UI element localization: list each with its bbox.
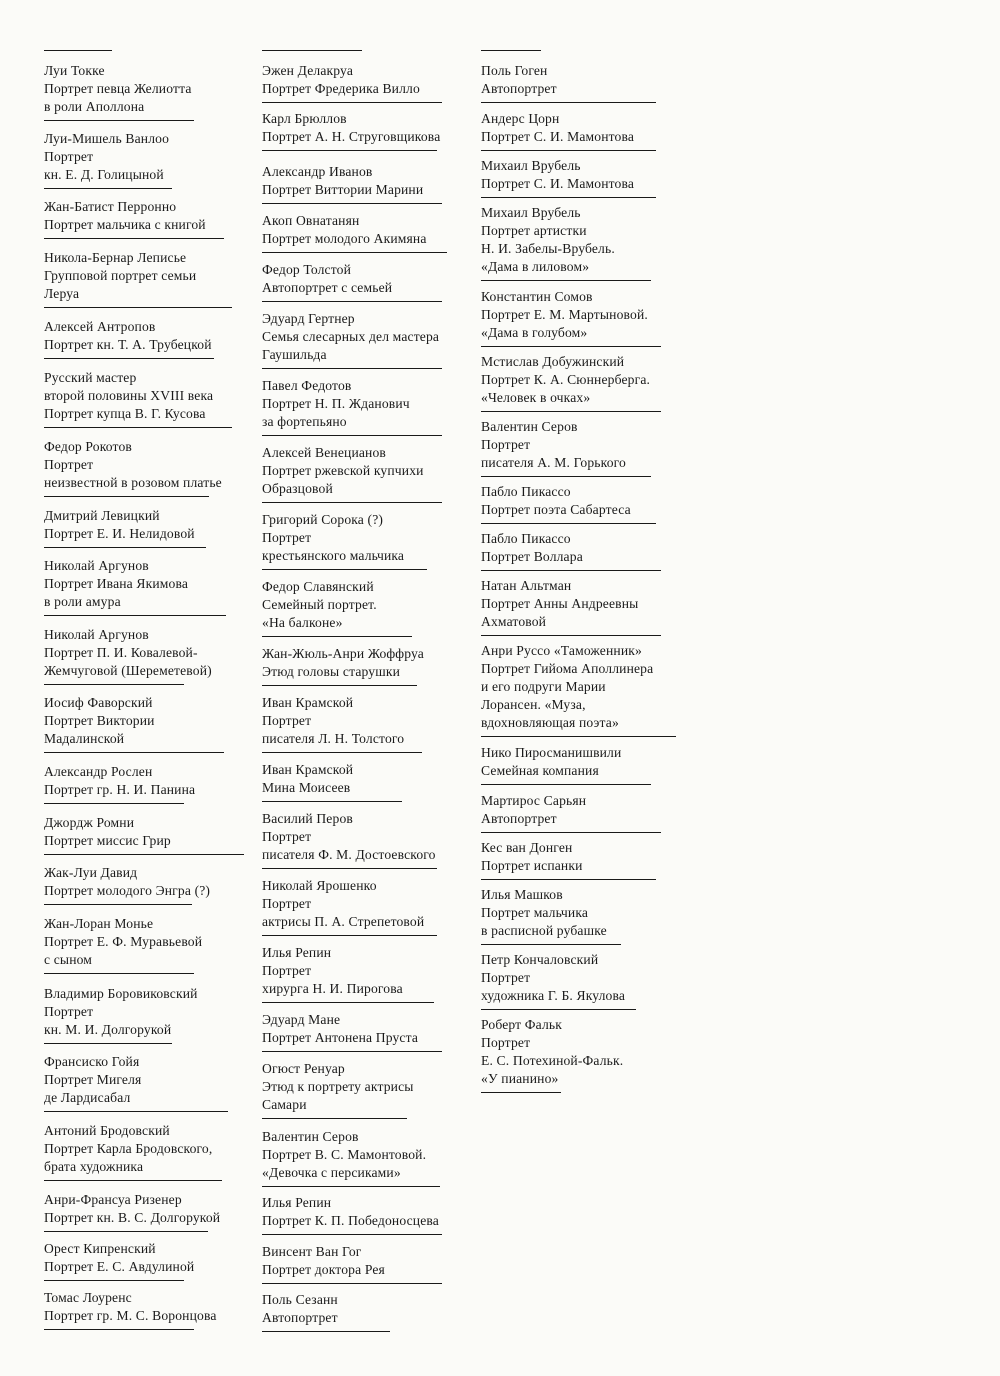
catalog-entry [44,438,222,492]
artist-name: Николай Аргунов [44,627,149,642]
catalog-entry [481,353,650,407]
artist-name: Эжен Делакруа [262,63,354,78]
artwork-title-line: Гаушильда [262,347,327,362]
artwork-title-line: вдохновляющая поэта» [481,715,619,730]
artist-name: Илья Машков [481,887,563,902]
artwork-title-line: за фортепьяно [262,414,347,429]
artwork-title-line: Н. И. Забелы-Врубель. [481,241,615,256]
artwork-title-line: Портрет Е. Ф. Муравьевой [44,934,203,949]
catalog-entry [262,694,404,748]
artwork-title-line: Автопортрет [262,1310,338,1325]
artist-name: Кес ван Донген [481,840,573,855]
catalog-entry [262,62,420,98]
artwork-title-line: Портрет Анны Андреевны [481,596,639,611]
artwork-title-line: Портрет Е. М. Мартыновой. [481,307,648,322]
separator-rule [481,635,661,636]
artist-name: Натан Альтман [481,578,572,593]
catalog-entry [481,642,653,732]
artwork-title-line: Портрет миссис Грир [44,833,171,848]
catalog-entry [481,110,634,146]
artist-name: Валентин Серов [481,419,578,434]
artist-name: Александр Рослен [44,764,153,779]
artwork-title-line: Портрет Мигеля [44,1072,142,1087]
catalog-entry [44,1240,194,1276]
separator-rule [262,1234,442,1235]
artist-name: Орест Кипренский [44,1241,156,1256]
artwork-title-line: Портрет [262,963,312,978]
artwork-title-line: Портрет [44,149,94,164]
catalog-entry [44,1289,217,1325]
separator-rule [44,1280,184,1281]
separator-rule [262,203,442,204]
artwork-title-line: Автопортрет с семьей [262,280,393,295]
artist-name: Иван Крамской [262,762,354,777]
artwork-title-line: Портрет певца Желиотта [44,81,192,96]
artist-name: Поль Гоген [481,63,548,78]
artwork-title-line: Портрет Карла Бродовского, [44,1141,213,1156]
separator-rule [262,1002,434,1003]
artwork-title-line: в роли амура [44,594,121,609]
artwork-title-line: Портрет П. И. Ковалевой- [44,645,198,660]
artwork-title-line: Портрет мальчика [481,905,589,920]
catalog-entry [44,864,210,900]
artist-name: Жак-Луи Давид [44,865,138,880]
catalog-entry [44,1122,212,1176]
artwork-title-line: Портрет кн. Т. А. Трубецкой [44,337,212,352]
artwork-title-line: Портрет [481,1035,531,1050]
catalog-entry [481,839,583,875]
artist-name: Владимир Боровиковский [44,986,198,1001]
artist-name: Пабло Пикассо [481,484,571,499]
artwork-title-line: писателя А. М. Горького [481,455,626,470]
separator-rule [44,615,226,616]
catalog-entry [481,577,638,631]
artwork-title-line: Е. С. Потехиной-Фальк. [481,1053,624,1068]
artwork-title-line: Леруа [44,286,80,301]
catalog-entry [44,915,202,969]
separator-rule [44,307,232,308]
artwork-title-line: Портрет поэта Сабартеса [481,502,631,517]
artist-name: Дмитрий Левицкий [44,508,160,523]
artist-name: Алексей Антропов [44,319,156,334]
artwork-title-line: Самари [262,1097,307,1112]
separator-rule [262,636,412,637]
catalog-entry [481,483,631,519]
artist-name: Роберт Фальк [481,1017,563,1032]
artist-name: Джордж Ромни [44,815,135,830]
artist-name: Луи Токке [44,63,105,78]
separator-rule [44,1231,208,1232]
artwork-title-line: Портрет доктора Рея [262,1262,385,1277]
artwork-title-line: Портрет испанки [481,858,583,873]
catalog-entry [262,944,403,998]
separator-rule [262,1283,442,1284]
artist-name: Алексей Венецианов [262,445,386,460]
separator-rule [44,973,194,974]
artist-name: Винсент Ван Гог [262,1244,362,1259]
artist-name: Илья Репин [262,945,332,960]
artwork-title-line: крестьянского мальчика [262,548,405,563]
artist-name: Франсиско Гойя [44,1054,140,1069]
catalog-entry [44,318,212,354]
artist-name: Луи-Мишель Ванлоо [44,131,170,146]
catalog-entry [481,792,586,828]
separator-rule [44,188,172,189]
catalog-entry [262,511,404,565]
separator-rule [262,150,437,151]
separator-rule [262,301,442,302]
separator-rule [481,944,621,945]
separator-rule [44,1329,194,1330]
artwork-title-line: Портрет [481,437,531,452]
catalog-entry [262,444,424,498]
artwork-title-line: в роли Аполлона [44,99,145,114]
artist-name: Жан-Батист Перронно [44,199,177,214]
artist-name: Николай Ярошенко [262,878,377,893]
artwork-title-line: Портрет Антонена Пруста [262,1030,419,1045]
artist-name: Иван Крамской [262,695,354,710]
catalog-entry [262,1011,418,1047]
artist-name: Анри-Франсуа Ризенер [44,1192,182,1207]
catalog-entry [262,110,440,146]
catalog-entry [262,578,377,632]
separator-rule [44,547,206,548]
artwork-title-line: Лорансен. «Муза, [481,697,586,712]
artwork-title-line: в расписной рубашке [481,923,607,938]
artist-name: Андерс Цорн [481,111,560,126]
catalog-entry [481,204,615,276]
catalog-entry [262,810,436,864]
separator-rule [44,803,184,804]
artwork-title-line: Портрет К. П. Победоносцева [262,1213,439,1228]
catalog-entry [262,163,423,199]
catalog-entry [262,1060,414,1114]
catalog-entry [481,62,557,98]
artwork-title-line: Портрет Е. И. Нелидовой [44,526,195,541]
artwork-title-line: Портрет [44,457,94,472]
catalog-entry [44,814,171,850]
separator-rule [262,868,437,869]
separator-rule [481,523,656,524]
catalog-entry [262,877,424,931]
artwork-title-line: Портрет С. И. Мамонтова [481,176,635,191]
artwork-title-line: «Человек в очках» [481,390,591,405]
catalog-entry [44,626,212,680]
catalog-entry [44,985,198,1039]
artwork-title-line: де Лардисабал [44,1090,131,1105]
artwork-title-line: Портрет [262,896,312,911]
artwork-title-line: Портрет Виктории [44,713,155,728]
artwork-title-line: Автопортрет [481,81,557,96]
artwork-title-line: «Дама в лиловом» [481,259,590,274]
catalog-entry [262,310,439,364]
separator-rule [481,50,541,51]
separator-rule [262,1186,440,1187]
catalog-entry [44,1053,141,1107]
catalog-entry [481,418,626,472]
artwork-title-line: Мадалинской [44,731,125,746]
catalog-entry [44,62,192,116]
catalog-entry [44,249,196,303]
catalog-entry [262,761,353,797]
artwork-title-line: Этюд головы старушки [262,664,401,679]
artwork-title-line: Портрет Виттории Марини [262,182,424,197]
separator-rule [262,252,447,253]
separator-rule [262,752,422,753]
catalog-entry [262,1128,426,1182]
separator-rule [44,427,232,428]
separator-rule [44,1043,172,1044]
catalog-entry [262,212,427,248]
separator-rule [481,476,651,477]
separator-rule [481,1092,561,1093]
artwork-title-line: Портрет В. С. Мамонтовой. [262,1147,427,1162]
separator-rule [481,280,651,281]
separator-rule [481,197,656,198]
artwork-title-line: «Девочка с персиками» [262,1165,401,1180]
artwork-title-line: кн. Е. Д. Голицыной [44,167,164,182]
separator-rule [481,1009,636,1010]
separator-rule [262,1331,390,1332]
artwork-title-line: Портрет молодого Акимяна [262,231,427,246]
catalog-entry [262,261,392,297]
artwork-title-line: «Дама в голубом» [481,325,588,340]
artist-name: Антоний Бродовский [44,1123,170,1138]
artwork-title-line: Портрет гр. Н. И. Панина [44,782,196,797]
separator-rule [262,1118,407,1119]
catalog-entry [44,507,195,543]
artwork-title-line: «На балконе» [262,615,343,630]
separator-rule [44,1180,222,1181]
separator-rule [44,752,224,753]
artist-name: Федор Рокотов [44,439,132,454]
separator-rule [44,358,214,359]
catalog-entry [481,1016,623,1088]
catalog-entry [481,157,634,193]
separator-rule [262,50,362,51]
artwork-title-line: Портрет [481,970,531,985]
artist-name: Федор Славянский [262,579,374,594]
catalog-entry [262,1291,338,1327]
artist-name: Эдуард Гертнер [262,311,355,326]
artwork-title-line: Портрет кн. В. С. Долгорукой [44,1210,221,1225]
catalog-entry [262,1194,439,1230]
artwork-title-line: с сыном [44,952,93,967]
catalog-entry [44,694,155,748]
artwork-title-line: Портрет Фредерика Вилло [262,81,420,96]
artwork-title-line: Портрет С. И. Мамонтова [481,129,635,144]
artwork-title-line: Портрет Гийома Аполлинера [481,661,654,676]
catalog-entry [44,763,195,799]
catalog-entry [481,744,621,780]
artwork-title-line: Групповой портрет семьи [44,268,197,283]
artist-name: Карл Брюллов [262,111,347,126]
artwork-title-line: Портрет Ивана Якимова [44,576,189,591]
artwork-title-line: Портрет Н. П. Жданович [262,396,410,411]
artist-name: Анри Руссо «Таможенник» [481,643,642,658]
separator-rule [44,120,194,121]
catalog-entry [44,130,169,184]
artwork-title-line: Портрет К. А. Сюннерберга. [481,372,651,387]
artist-name: Акоп Овнатанян [262,213,360,228]
artwork-title-line: Портрет купца В. Г. Кусова [44,406,206,421]
separator-rule [481,879,656,880]
artist-name: Валентин Серов [262,1129,359,1144]
catalog-entry [44,557,188,611]
artist-name: Мартирос Сарьян [481,793,587,808]
separator-rule [262,1051,442,1052]
catalog-entry [262,1243,385,1279]
artist-name: Мстислав Добужинский [481,354,625,369]
separator-rule [481,784,651,785]
artist-name: Поль Сезанн [262,1292,338,1307]
separator-rule [481,411,661,412]
separator-rule [44,496,209,497]
artist-name: Николай Аргунов [44,558,149,573]
artwork-title-line: Портрет артистки [481,223,587,238]
artwork-title-line: писателя Ф. М. Достоевского [262,847,436,862]
catalog-entry [262,645,424,681]
artist-name: Жан-Жюль-Анри Жоффруа [262,646,424,661]
artist-name: Илья Репин [262,1195,332,1210]
artwork-title-line: Автопортрет [481,811,557,826]
artwork-title-line: Портрет [262,530,312,545]
artist-name: Александр Иванов [262,164,373,179]
artwork-title-line: неизвестной в розовом платье [44,475,222,490]
separator-rule [262,935,437,936]
catalog-entry [44,369,213,423]
catalog-entry [481,288,648,342]
artist-name: Федор Толстой [262,262,352,277]
artwork-title-line: Портрет ржевской купчихи [262,463,424,478]
artist-name: Константин Сомов [481,289,593,304]
artist-name: Эдуард Мане [262,1012,341,1027]
artwork-title-line: Портрет Е. С. Авдулиной [44,1259,195,1274]
separator-rule [481,150,656,151]
separator-rule [44,854,244,855]
catalog-entry [262,377,410,431]
separator-rule [44,904,192,905]
separator-rule [44,238,224,239]
separator-rule [262,801,402,802]
artwork-title-line: Семья слесарных дел мастера [262,329,440,344]
artist-name: Михаил Врубель [481,205,581,220]
artist-name: Павел Федотов [262,378,352,393]
artist-name: Русский мастер [44,370,137,385]
separator-rule [481,102,656,103]
artwork-title-line: Семейный портрет. [262,597,377,612]
artist-name: Пабло Пикассо [481,531,571,546]
catalog-entry [481,530,583,566]
artwork-title-line: «У пианино» [481,1071,559,1086]
artist-name: Петр Кончаловский [481,952,599,967]
artwork-title-line: Портрет молодого Энгра (?) [44,883,211,898]
separator-rule [481,346,661,347]
catalog-entry [44,198,206,234]
catalog-entry [481,886,607,940]
artwork-title-line: Портрет [44,1004,94,1019]
artwork-title-line: Этюд к портрету актрисы [262,1079,414,1094]
artwork-title-line: Портрет Воллара [481,549,583,564]
artist-name: Михаил Врубель [481,158,581,173]
artwork-title-line: Портрет [262,713,312,728]
artwork-title-line: брата художника [44,1159,144,1174]
separator-rule [262,435,442,436]
artist-name: Жан-Лоран Монье [44,916,154,931]
artwork-title-line: кн. М. И. Долгорукой [44,1022,172,1037]
artwork-title-line: Семейная компания [481,763,599,778]
artwork-title-line: Жемчуговой (Шереметевой) [44,663,212,678]
artist-name: Томас Лоуренс [44,1290,132,1305]
artwork-title-line: Мина Моисеев [262,780,351,795]
artwork-title-line: Портрет гр. М. С. Воронцова [44,1308,217,1323]
artwork-title-line: художника Г. Б. Якулова [481,988,626,1003]
artwork-title-line: писателя Л. Н. Толстого [262,731,405,746]
artwork-title-line: и его подруги Марии [481,679,606,694]
artist-name: Григорий Сорока (?) [262,512,384,527]
separator-rule [481,736,676,737]
artwork-title-line: Ахматовой [481,614,547,629]
separator-rule [481,570,661,571]
artist-name: Иосиф Фаворский [44,695,153,710]
artist-name: Огюст Ренуар [262,1061,345,1076]
separator-rule [481,832,661,833]
separator-rule [44,684,184,685]
artwork-title-line: хирурга Н. И. Пирогова [262,981,403,996]
artwork-title-line: Портрет [262,829,312,844]
separator-rule [262,102,442,103]
separator-rule [44,1111,228,1112]
artwork-title-line: Портрет А. Н. Струговщикова [262,129,441,144]
artist-name: Нико Пиросманишвили [481,745,622,760]
separator-rule [262,569,427,570]
artwork-title-line: актрисы П. А. Стрепетовой [262,914,425,929]
separator-rule [262,685,417,686]
separator-rule [262,502,442,503]
artwork-title-line: Портрет мальчика с книгой [44,217,206,232]
artwork-title-line: Образцовой [262,481,333,496]
artist-name: Василий Перов [262,811,353,826]
separator-rule [44,50,112,51]
artwork-title-line: второй половины XVIII века [44,388,214,403]
separator-rule [262,368,442,369]
catalog-entry [44,1191,220,1227]
artist-name: Никола-Бернар Леписье [44,250,187,265]
catalog-entry [481,951,625,1005]
